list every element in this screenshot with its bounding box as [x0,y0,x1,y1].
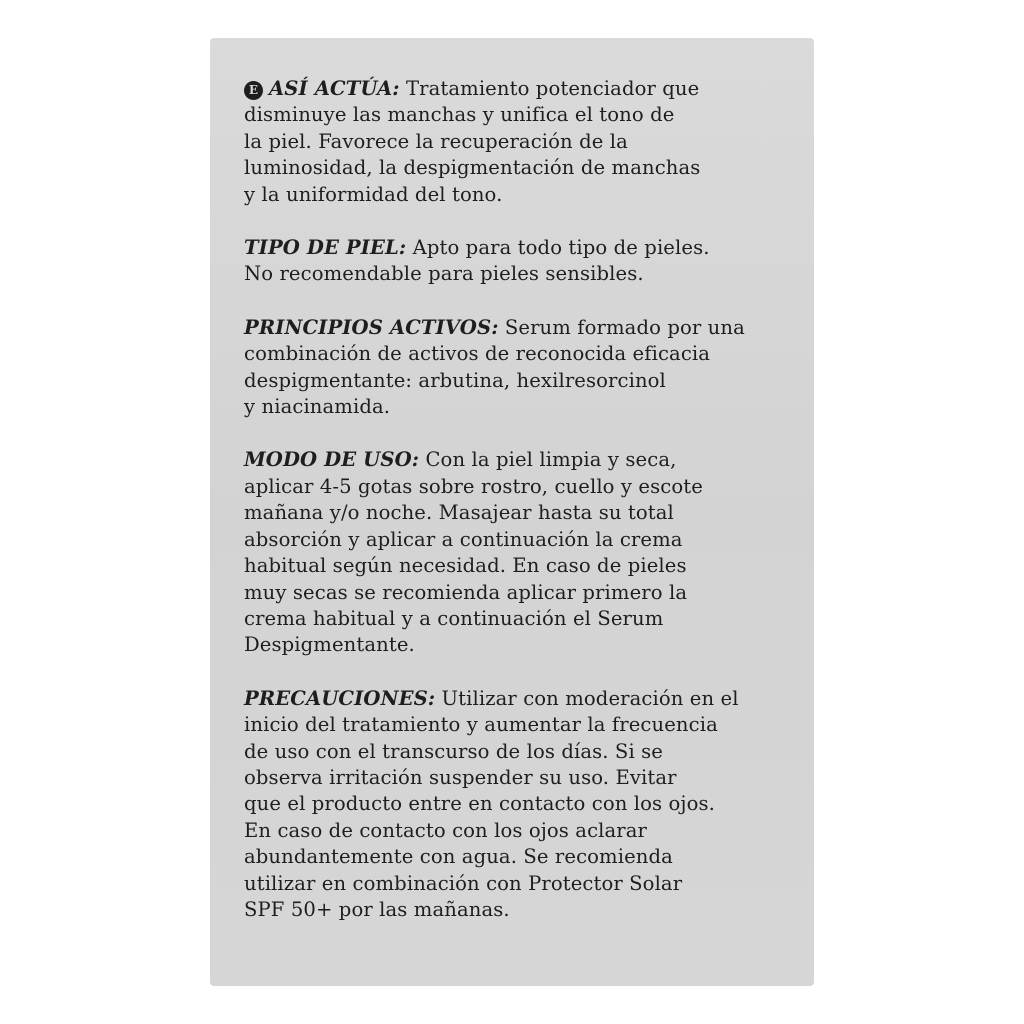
text-line: luminosidad, la despigmentación de manchas [244,156,701,180]
text-line: absorción y aplicar a continuación la crema [244,527,683,551]
text-line: que el producto entre en contacto con los ojos. [244,792,715,816]
text-line: SPF 50+ por las mañanas. [244,897,510,921]
text-line: Despigmentante. [244,633,415,657]
text-line: utilizar en combinación con Protector Solar [244,871,683,895]
text-line: No recomendable para pieles sensibles. [244,262,644,286]
text-line: abundantemente con agua. Se recomienda [244,845,673,869]
text-line: Apto para todo tipo de pieles. [406,236,710,260]
section-modo-de-uso [244,447,804,658]
text-line: Con la piel limpia y seca, [419,448,677,472]
section-heading: PRINCIPIOS ACTIVOS: [244,315,499,339]
section-first-line [244,235,804,261]
section-heading: ASÍ ACTÚA: [269,77,400,100]
text-line: Utilizar con moderación en el [435,686,739,710]
text-line: aplicar 4-5 gotas sobre rostro, cuello y escote [244,474,703,498]
text-line: la piel. Favorece la recuperación de la [244,129,628,153]
instructions-text [244,76,804,950]
section-first-line [244,315,804,341]
text-line: y niacinamida. [244,395,391,419]
section-heading: PRECAUCIONES: [244,686,436,710]
section-precauciones [244,686,804,924]
text-line: despigmentante: arbutina, hexilresorcinol [244,368,666,392]
text-line: crema habitual y a continuación el Serum [244,606,664,630]
text-line: combinación de activos de reconocida eficacia [244,342,711,366]
section-first-line [244,686,804,712]
text-line: y la uniformidad del tono. [244,182,503,206]
section-heading: MODO DE USO: [244,448,420,472]
section-first-line [244,76,804,102]
section-heading: TIPO DE PIEL: [244,236,407,260]
section-first-line [244,447,804,473]
text-line: de uso con el transcurso de los días. Si se [244,739,663,763]
language-badge-icon: E [244,81,263,100]
text-line: Tratamiento potenciador que [399,77,700,100]
text-line: inicio del tratamiento y aumentar la frecuencia [244,713,718,737]
text-line: mañana y/o noche. Masajear hasta su total [244,501,674,525]
text-line: Serum formado por una [498,315,745,339]
text-line: habitual según necesidad. En caso de pieles [244,554,687,578]
text-line: observa irritación suspender su uso. Evitar [244,765,677,789]
product-info-card [210,38,814,986]
text-line: En caso de contacto con los ojos aclarar [244,818,648,842]
section-asi-actua [244,76,804,208]
text-line: disminuye las manchas y unifica el tono de [244,103,675,127]
section-principios-activos [244,315,804,421]
section-tipo-de-piel [244,235,804,288]
text-line: muy secas se recomienda aplicar primero la [244,580,688,604]
